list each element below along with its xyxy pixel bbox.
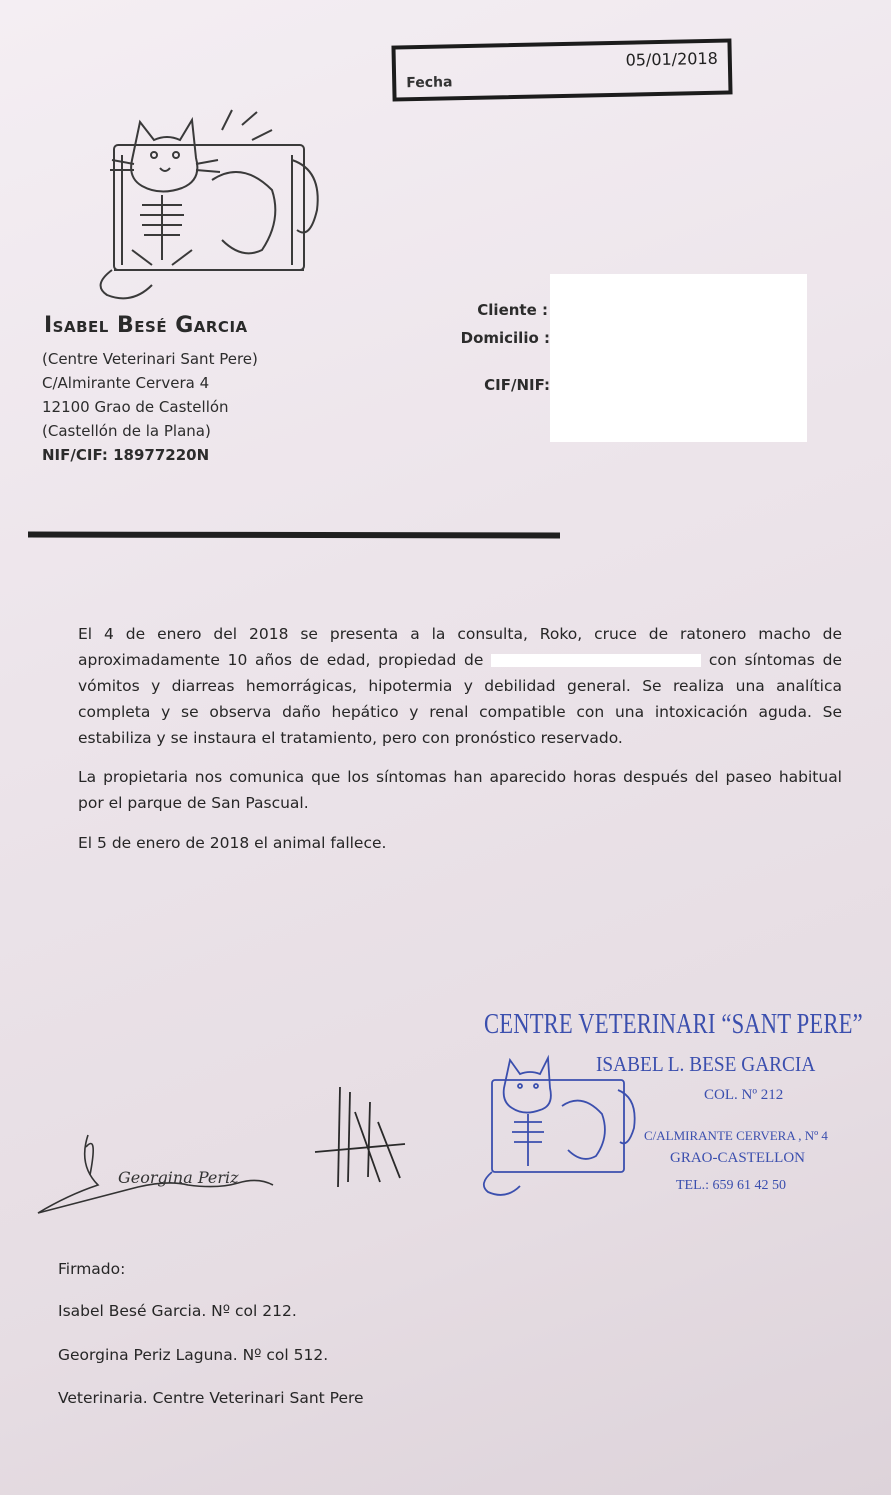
redaction-box bbox=[550, 274, 807, 442]
cif-label: CIF/NIF: bbox=[484, 376, 550, 394]
signature-georgina-text: Georgina Periz bbox=[118, 1168, 239, 1187]
paragraph-3: El 5 de enero de 2018 el animal fallece. bbox=[78, 834, 387, 852]
date-label: Fecha bbox=[406, 74, 453, 92]
footer-signer-1: Isabel Besé Garcia. Nº col 212. bbox=[58, 1302, 297, 1320]
date-value: 05/01/2018 bbox=[625, 48, 718, 70]
domicilio-label: Domicilio : bbox=[460, 329, 550, 347]
signature-georgina bbox=[28, 1125, 278, 1220]
footer-signed-label: Firmado: bbox=[58, 1260, 126, 1278]
date-box bbox=[391, 38, 732, 101]
client-label: Cliente : bbox=[477, 301, 548, 319]
footer-signer-2: Georgina Periz Laguna. Nº col 512. bbox=[58, 1346, 329, 1364]
stamp-col: COL. Nº 212 bbox=[704, 1087, 784, 1103]
paragraph-1-part-a: El 4 de enero del 2018 se presenta a la consulta, Roko, cruce de ratonero macho de aproximadamente 10 años de edad, propiedad de bbox=[78, 625, 842, 669]
signature-isabel bbox=[310, 1082, 410, 1192]
paragraph-1-part-b: con síntomas de vómitos y diarreas hemorrágicas, hipotermia y debilidad general. Se realiza una analítica completa y se observa daño hepático y renal compatible con una intoxicación aguda. Se estabiliza y se instaura el tratamiento, pero con pronóstico reservado. bbox=[78, 651, 842, 747]
stamp-tel: TEL.: 659 61 42 50 bbox=[676, 1178, 787, 1193]
stamp-city: GRAO-CASTELLON bbox=[670, 1150, 805, 1166]
cat-skeleton-logo-icon bbox=[92, 100, 327, 305]
clinic-line-2: C/Almirante Cervera 4 bbox=[42, 374, 210, 392]
paragraph-2: La propietaria nos comunica que los síntomas han aparecido horas después del paseo habitual por el parque de San Pascual. bbox=[78, 768, 842, 812]
footer-role: Veterinaria. Centre Veterinari Sant Pere bbox=[58, 1389, 364, 1407]
owner-redaction bbox=[491, 654, 701, 667]
clinic-line-4: (Castellón de la Plana) bbox=[42, 422, 211, 440]
stamp-street: C/ALMIRANTE CERVERA , Nº 4 bbox=[644, 1128, 828, 1143]
clinic-line-1: (Centre Veterinari Sant Pere) bbox=[42, 350, 258, 368]
clinic-name: Isabel Besé Garcia bbox=[44, 313, 248, 338]
clinic-nif: NIF/CIF: 18977220N bbox=[42, 446, 210, 464]
divider-rule bbox=[28, 532, 560, 539]
paragraph-1 bbox=[78, 621, 842, 751]
stamp-name: ISABEL L. BESE GARCIA bbox=[596, 1052, 816, 1076]
clinic-line-3: 12100 Grao de Castellón bbox=[42, 398, 229, 416]
stamp-title: CENTRE VETERINARI “SANT PERE” bbox=[484, 1008, 863, 1040]
stamp-cat-logo-icon bbox=[478, 1048, 640, 1203]
